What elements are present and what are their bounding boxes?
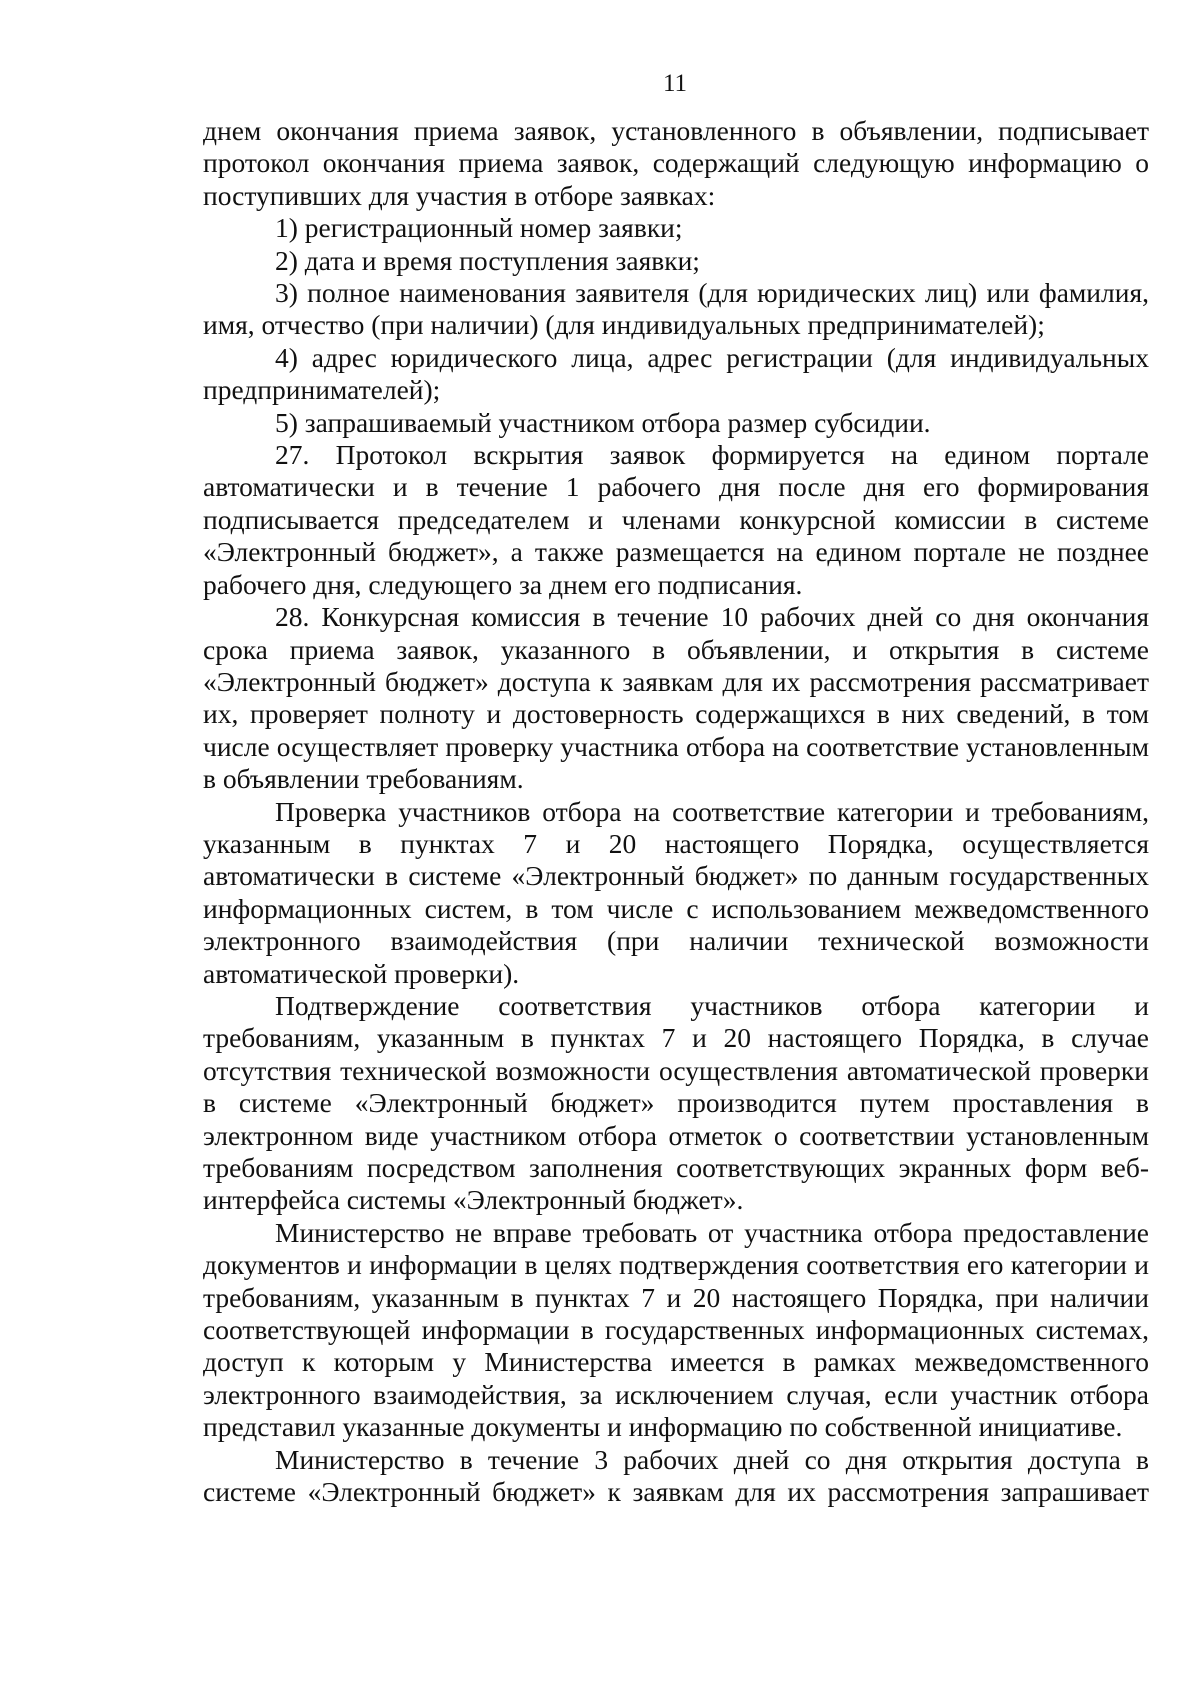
paragraph-verification: Проверка участников отбора на соответствие категории и требованиям, указанным в пунктах 7 и 20 настоящего Порядка, осуществляется автоматически в системе «Электронный бюджет» по данным государственных информационных систем, в том числе с использованием межведомственного электронного взаимодействия (при наличии технической возможности автоматической проверки).: [203, 795, 1149, 989]
list-item-1: 1) регистрационный номер заявки;: [275, 212, 683, 244]
document-body: [203, 115, 1149, 1508]
list-item-4: 4) адрес юридического лица, адрес регистрации (для индивидуальных предпринимателей);: [203, 341, 1149, 406]
page-number: 11: [662, 70, 688, 97]
list-item-3: 3) полное наименования заявителя (для юридических лиц) или фамилия, имя, отчество (при наличии) (для индивидуальных предпринимателей);: [203, 277, 1149, 341]
list-item-2: 2) дата и время поступления заявки;: [275, 244, 700, 276]
paragraph-27: 27. Протокол вскрытия заявок формируется на едином портале автоматически и в течение 1 рабочего дня после дня его формирования подписывается председателем и членами конкурсной комиссии в системе «Электронный бюджет», а также размещается на едином портале не позднее рабочего дня, следующего за днем его подписания.: [203, 439, 1149, 600]
paragraph-ministry-request: Министерство в течение 3 рабочих дней со дня открытия доступа в системе «Электронный бюджет» к заявкам для их рассмотрения запрашивает: [203, 1443, 1149, 1508]
list-item-5: 5) запрашиваемый участником отбора размер субсидии.: [275, 406, 931, 438]
paragraph-continuation: днем окончания приема заявок, установленного в объявлении, подписывает протокол окончания приема заявок, содержащий следующую информацию о поступивших для участия в отборе заявках:: [203, 115, 1149, 211]
paragraph-28: 28. Конкурсная комиссия в течение 10 рабочих дней со дня окончания срока приема заявок, указанного в объявлении, и открытия в системе «Электронный бюджет» доступа к заявкам для их рассмотрения рассматривает их, проверяет полноту и достоверность содержащихся в них сведений, в том числе осуществляет проверку участника отбора на соответствие установленным в объявлении требованиям.: [203, 601, 1149, 795]
paragraph-ministry-restriction: Министерство не вправе требовать от участника отбора предоставление документов и информации в целях подтверждения соответствия его категории и требованиям, указанным в пунктах 7 и 20 настоящего Порядка, при наличии соответствующей информации в государственных информационных системах, доступ к которым у Министерства имеется в рамках межведомственного электронного взаимодействия, за исключением случая, если участник отбора представил указанные документы и информацию по собственной инициативе.: [203, 1216, 1149, 1443]
paragraph-confirmation: Подтверждение соответствия участников отбора категории и требованиям, указанным в пунктах 7 и 20 настоящего Порядка, в случае отсутствия технической возможности осуществления автоматической проверки в системе «Электронный бюджет» производится путем проставления в электронном виде участником отбора отметок о соответствии установленным требованиям посредством заполнения соответствующих экранных форм веб-интерфейса системы «Электронный бюджет».: [203, 989, 1149, 1216]
